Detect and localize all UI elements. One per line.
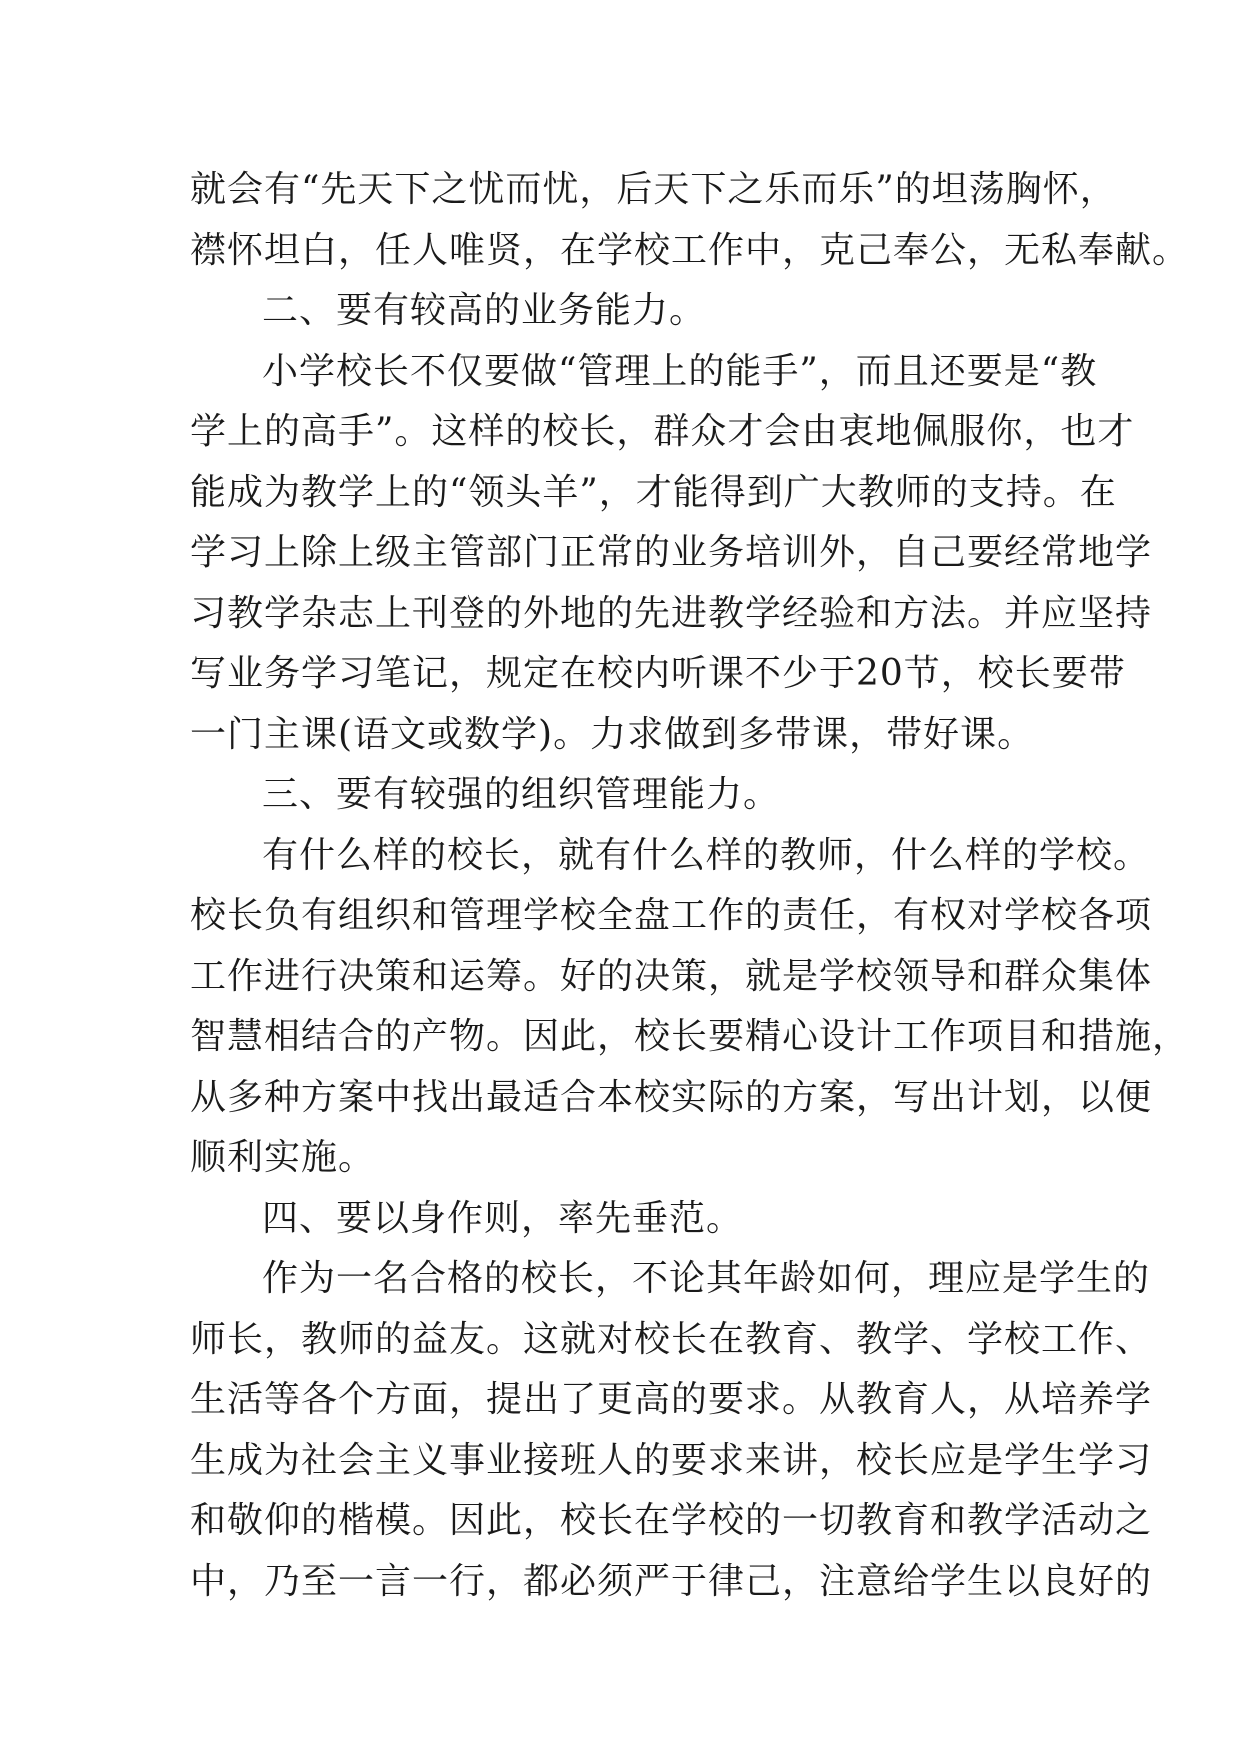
text-line: 写业务学习笔记，规定在校内听课不少于20节，校长要带 xyxy=(190,653,1126,694)
text-line: 校长负有组织和管理学校全盘工作的责任，有权对学校各项 xyxy=(190,895,1153,936)
text-line: 小学校长不仅要做“管理上的能手”，而且还要是“教 xyxy=(262,350,1098,392)
text-line: 顺利实施。 xyxy=(190,1137,376,1178)
text-line: 师长，教师的益友。这就对校长在教育、教学、学校工作、 xyxy=(190,1318,1153,1360)
text-line: 习教学杂志上刊登的外地的先进教学经验和方法。并应坚持 xyxy=(190,592,1153,634)
text-line: 工作进行决策和运筹。好的决策，就是学校领导和群众集体 xyxy=(190,955,1153,997)
text-line: 有什么样的校长，就有什么样的教师，什么样的学校。 xyxy=(262,834,1151,876)
text-line: 智慧相结合的产物。因此，校长要精心设计工作项目和措施， xyxy=(190,1016,1190,1057)
text-line: 学上的高手”。这样的校长，群众才会由衷地佩服你，也才 xyxy=(190,411,1135,452)
text-line: 三、要有较强的组织管理能力。 xyxy=(262,774,781,815)
text-line: 和敬仰的楷模。因此，校长在学校的一切教育和教学活动之 xyxy=(190,1500,1153,1541)
text-line: 作为一名合格的校长，不论其年龄如何，理应是学生的 xyxy=(262,1258,1151,1299)
text-line: 中，乃至一言一行，都必须严于律己，注意给学生以良好的 xyxy=(190,1560,1153,1602)
text-line: 四、要以身作则，率先垂范。 xyxy=(262,1197,744,1239)
text-line: 从多种方案中找出最适合本校实际的方案，写出计划，以便 xyxy=(190,1076,1153,1118)
text-line: 生成为社会主义事业接班人的要求来讲，校长应是学生学习 xyxy=(190,1439,1153,1481)
text-line: 学习上除上级主管部门正常的业务培训外，自己要经常地学 xyxy=(190,532,1153,573)
text-line: 襟怀坦白，任人唯贤，在学校工作中，克己奉公，无私奉献。 xyxy=(190,229,1190,271)
body-text xyxy=(190,160,1190,1612)
text-line: 生活等各个方面，提出了更高的要求。从教育人，从培养学 xyxy=(190,1379,1153,1420)
text-line: 二、要有较高的业务能力。 xyxy=(262,290,707,331)
text-line: 一门主课(语文或数学)。力求做到多带课，带好课。 xyxy=(190,713,1035,755)
text-line: 就会有“先天下之忧而忧，后天下之乐而乐”的坦荡胸怀， xyxy=(190,169,1117,210)
text-line: 能成为教学上的“领头羊”，才能得到广大教师的支持。在 xyxy=(190,471,1117,513)
